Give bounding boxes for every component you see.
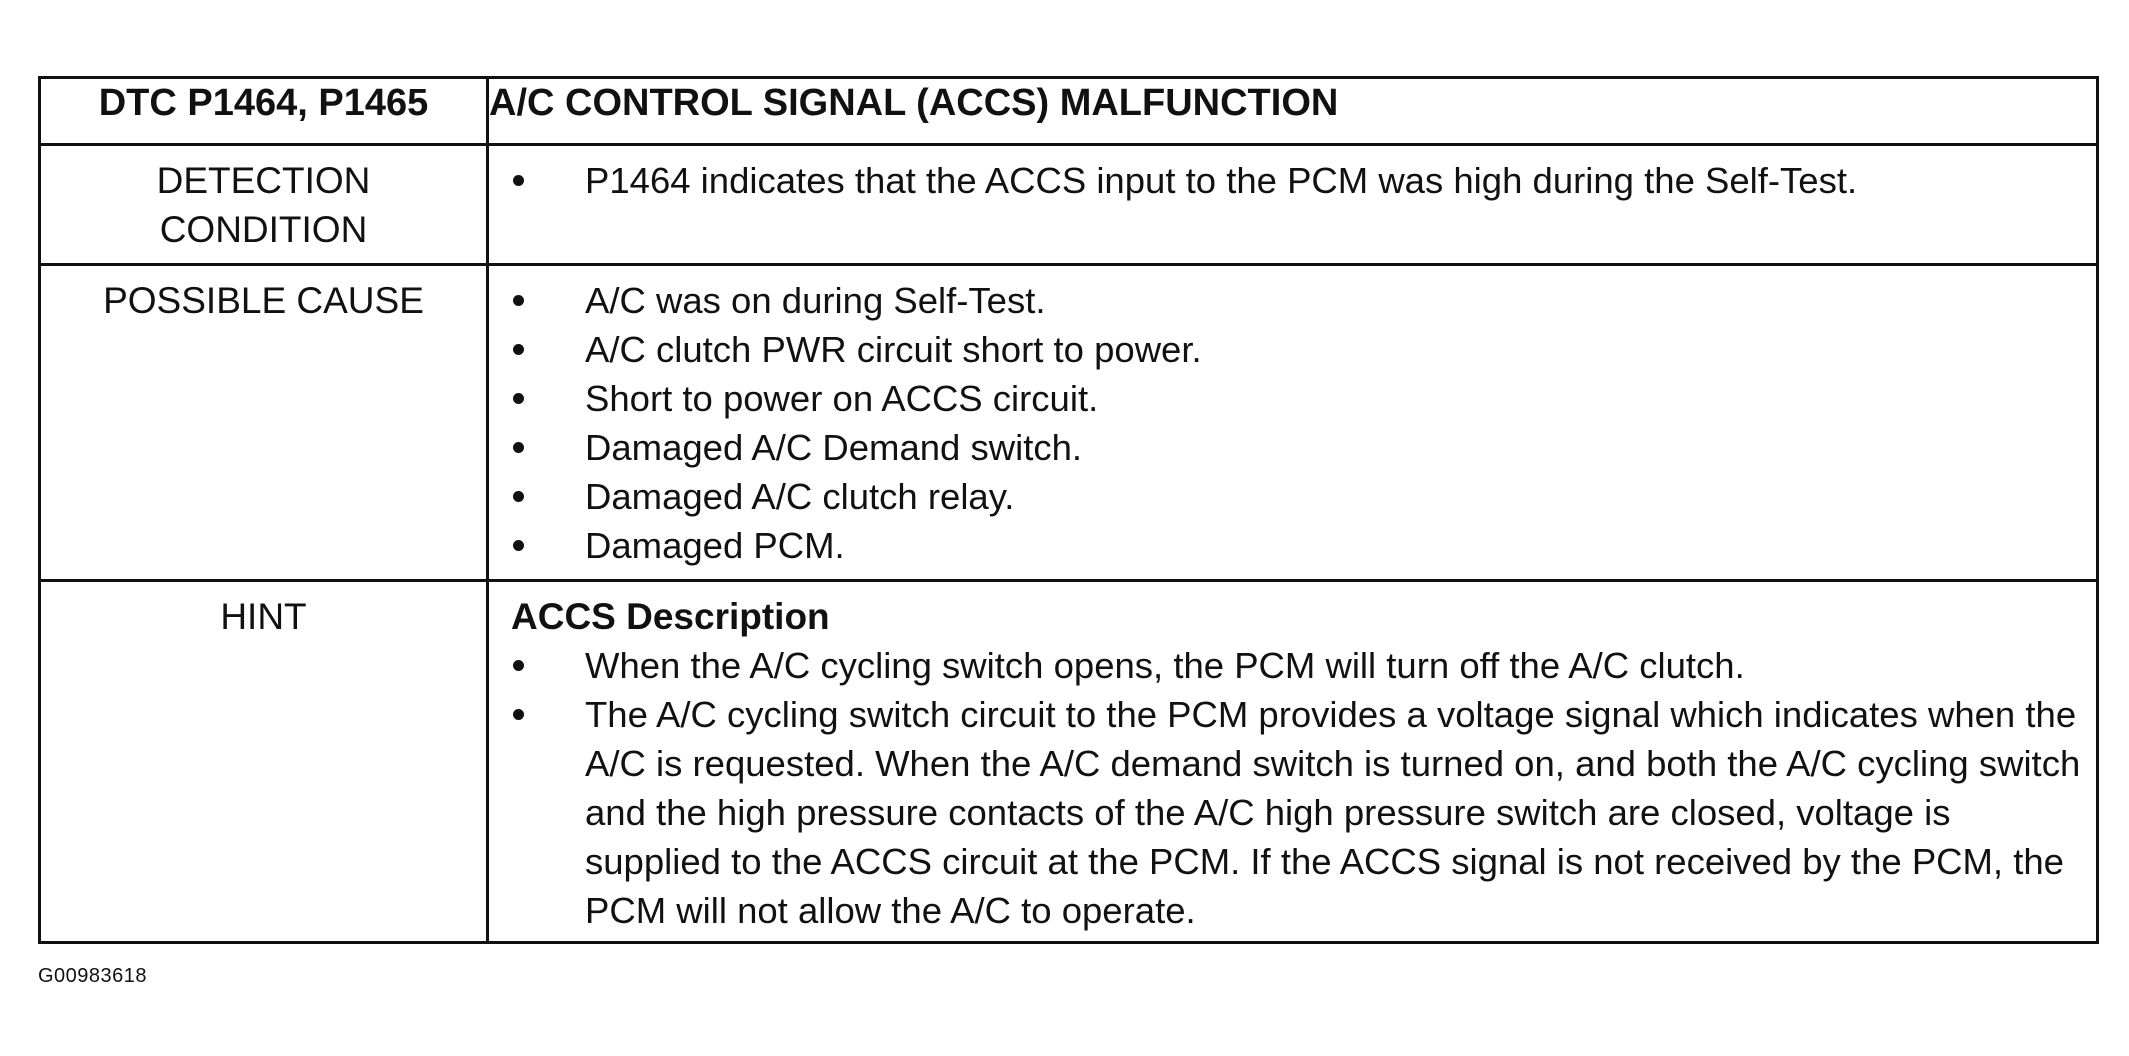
- list-item-text: P1464 indicates that the ACCS input to the PCM was high during the Self-Test.: [585, 160, 1858, 201]
- header-row: [40, 78, 2098, 145]
- detection-label-line1: DETECTION: [156, 160, 371, 201]
- bullet-icon: [513, 295, 524, 306]
- list-item: [511, 472, 2086, 521]
- bullet-icon: [513, 344, 524, 355]
- bullet-icon: [513, 540, 524, 551]
- list-item-text: When the A/C cycling switch opens, the PCM will turn off the A/C clutch.: [585, 645, 1745, 686]
- malfunction-title: A/C CONTROL SIGNAL (ACCS) MALFUNCTION: [488, 78, 2098, 145]
- hint-row: [40, 581, 2098, 943]
- possible-cause-list: [511, 276, 2086, 570]
- bullet-icon: [513, 709, 524, 720]
- list-item: [511, 325, 2086, 374]
- list-item-text: Short to power on ACCS circuit.: [585, 378, 1099, 419]
- list-item: [511, 690, 2086, 935]
- list-item: [511, 374, 2086, 423]
- dtc-table: [38, 76, 2099, 944]
- dtc-codes: DTC P1464, P1465: [40, 78, 488, 145]
- hint-content: [488, 581, 2098, 943]
- list-item: [511, 156, 2086, 205]
- figure-id: G00983618: [38, 965, 148, 987]
- possible-cause-content: [488, 265, 2098, 581]
- detection-label-line2: CONDITION: [159, 209, 368, 250]
- detection-condition-row: [40, 145, 2098, 265]
- list-item-text: A/C was on during Self-Test.: [585, 280, 1046, 321]
- detection-condition-label: [40, 145, 488, 265]
- list-item: [511, 423, 2086, 472]
- hint-heading: ACCS Description: [511, 596, 830, 637]
- detection-list: [511, 156, 2086, 205]
- list-item-text: The A/C cycling switch circuit to the PCM provides a voltage signal which indicates when the A/C is requested. When the A/C demand switch is turned on, and both the A/C cycling switch and the high pressure contacts of the A/C high pressure switch are closed, voltage is supplied to the ACCS circuit at the PCM. If the ACCS signal is not received by the PCM, the PCM will not allow the A/C to operate.: [585, 694, 2081, 931]
- list-item: [511, 641, 2086, 690]
- hint-label: HINT: [40, 581, 488, 943]
- possible-cause-label: POSSIBLE CAUSE: [40, 265, 488, 581]
- possible-cause-row: [40, 265, 2098, 581]
- list-item-text: Damaged A/C Demand switch.: [585, 427, 1083, 468]
- bullet-icon: [513, 393, 524, 404]
- bullet-icon: [513, 175, 524, 186]
- bullet-icon: [513, 442, 524, 453]
- list-item-text: Damaged A/C clutch relay.: [585, 476, 1015, 517]
- list-item: [511, 276, 2086, 325]
- list-item-text: Damaged PCM.: [585, 525, 845, 566]
- bullet-icon: [513, 660, 524, 671]
- list-item-text: A/C clutch PWR circuit short to power.: [585, 329, 1202, 370]
- hint-list: [511, 641, 2086, 935]
- bullet-icon: [513, 491, 524, 502]
- list-item: [511, 521, 2086, 570]
- detection-condition-content: [488, 145, 2098, 265]
